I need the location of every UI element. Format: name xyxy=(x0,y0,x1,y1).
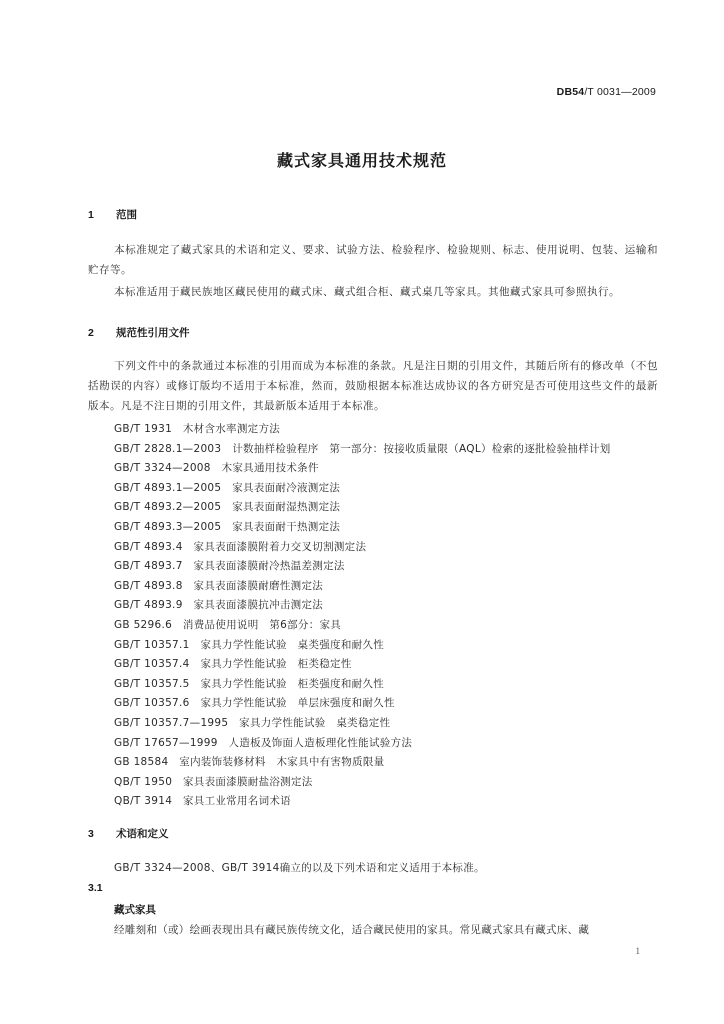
reference-item: GB/T 4893.4 家具表面漆膜附着力交叉切割测定法 xyxy=(114,540,367,553)
reference-item: GB/T 4893.3—2005 家具表面耐干热测定法 xyxy=(114,520,341,533)
reference-item: GB/T 4893.2—2005 家具表面耐湿热测定法 xyxy=(114,501,341,514)
reference-item: QB/T 1950 家具表面漆膜耐盐浴测定法 xyxy=(114,775,313,788)
page-number: 1 xyxy=(635,946,640,956)
section-number: 3 xyxy=(88,828,94,840)
section-heading-terms-definitions xyxy=(88,826,169,841)
reference-item: GB/T 10357.1 家具力学性能试验 桌类强度和耐久性 xyxy=(114,638,385,651)
scope-paragraph-1: 本标准规定了藏式家具的术语和定义、要求、试验方法、检验程序、检验规则、标志、使用说明、包装、运输和贮存等。 xyxy=(88,244,658,276)
reference-item: GB/T 4893.7 家具表面漆膜耐冷热温差测定法 xyxy=(114,560,345,573)
section-title: 术语和定义 xyxy=(116,828,169,840)
reference-item: GB/T 10357.4 家具力学性能试验 柜类稳定性 xyxy=(114,658,352,671)
reference-item: GB/T 2828.1—2003 计数抽样检验程序 第一部分：按接收质量限（AQL）检索的逐批检验抽样计划 xyxy=(114,442,611,455)
section-number: 1 xyxy=(88,209,94,221)
reference-item: GB/T 4893.9 家具表面漆膜抗冲击测定法 xyxy=(114,599,324,612)
term-heading: 藏式家具 xyxy=(114,904,156,916)
reference-item: QB/T 3914 家具工业常用名词术语 xyxy=(114,795,291,808)
document-title: 藏式家具通用技术规范 xyxy=(276,151,447,170)
reference-item: GB 18584 室内装饰装修材料 木家具中有害物质限量 xyxy=(114,756,385,769)
term-definition: 经雕刻和（或）绘画表现出具有藏民族传统文化，适合藏民使用的家具。常见藏式家具有藏式床、藏 xyxy=(114,924,590,936)
section-heading-scope xyxy=(88,207,137,222)
reference-item: GB/T 10357.5 家具力学性能试验 柜类强度和耐久性 xyxy=(114,677,385,690)
section-number: 2 xyxy=(88,327,94,339)
terms-intro-line: GB/T 3324—2008、GB/T 3914确立的以及下列术语和定义适用于本标准。 xyxy=(114,862,485,874)
doc-number-suffix: /T 0031—2009 xyxy=(584,86,656,98)
reference-item: GB 5296.6 消费品使用说明 第6部分：家具 xyxy=(114,618,342,631)
reference-item: GB/T 1931 木材含水率测定方法 xyxy=(114,423,281,435)
reference-item: GB/T 17657—1999 人造板及饰面人造板理化性能试验方法 xyxy=(114,736,413,749)
section-title: 范围 xyxy=(116,209,137,221)
reference-item: GB/T 10357.7—1995 家具力学性能试验 桌类稳定性 xyxy=(114,716,391,729)
section-title: 规范性引用文件 xyxy=(116,327,190,339)
subsection-number: 3.1 xyxy=(88,882,103,894)
doc-number-prefix: DB54 xyxy=(556,86,585,98)
section-heading-normative-references xyxy=(88,325,190,340)
document-number xyxy=(557,86,656,98)
reference-list xyxy=(114,420,611,812)
references-intro-paragraph: 下列文件中的条款通过本标准的引用而成为本标准的条款。凡是注日期的引用文件，其随后所有的修改单（不包括勘误的内容）或修订版均不适用于本标准，然而，鼓励根据本标准达成协议的各方研究是否可使用这些文件的最新版本。凡是不注日期的引用文件，其最新版本适用于本标准。 xyxy=(88,360,658,412)
reference-item: GB/T 10357.6 家具力学性能试验 单层床强度和耐久性 xyxy=(114,697,395,710)
reference-item: GB/T 3324—2008 木家具通用技术条件 xyxy=(114,462,319,475)
scope-paragraph-2: 本标准适用于藏民族地区藏民使用的藏式床、藏式组合柜、藏式桌几等家具。其他藏式家具可参照执行。 xyxy=(114,286,620,298)
reference-item: GB/T 4893.8 家具表面漆膜耐磨性测定法 xyxy=(114,579,324,592)
reference-item: GB/T 4893.1—2005 家具表面耐冷液测定法 xyxy=(114,481,341,494)
